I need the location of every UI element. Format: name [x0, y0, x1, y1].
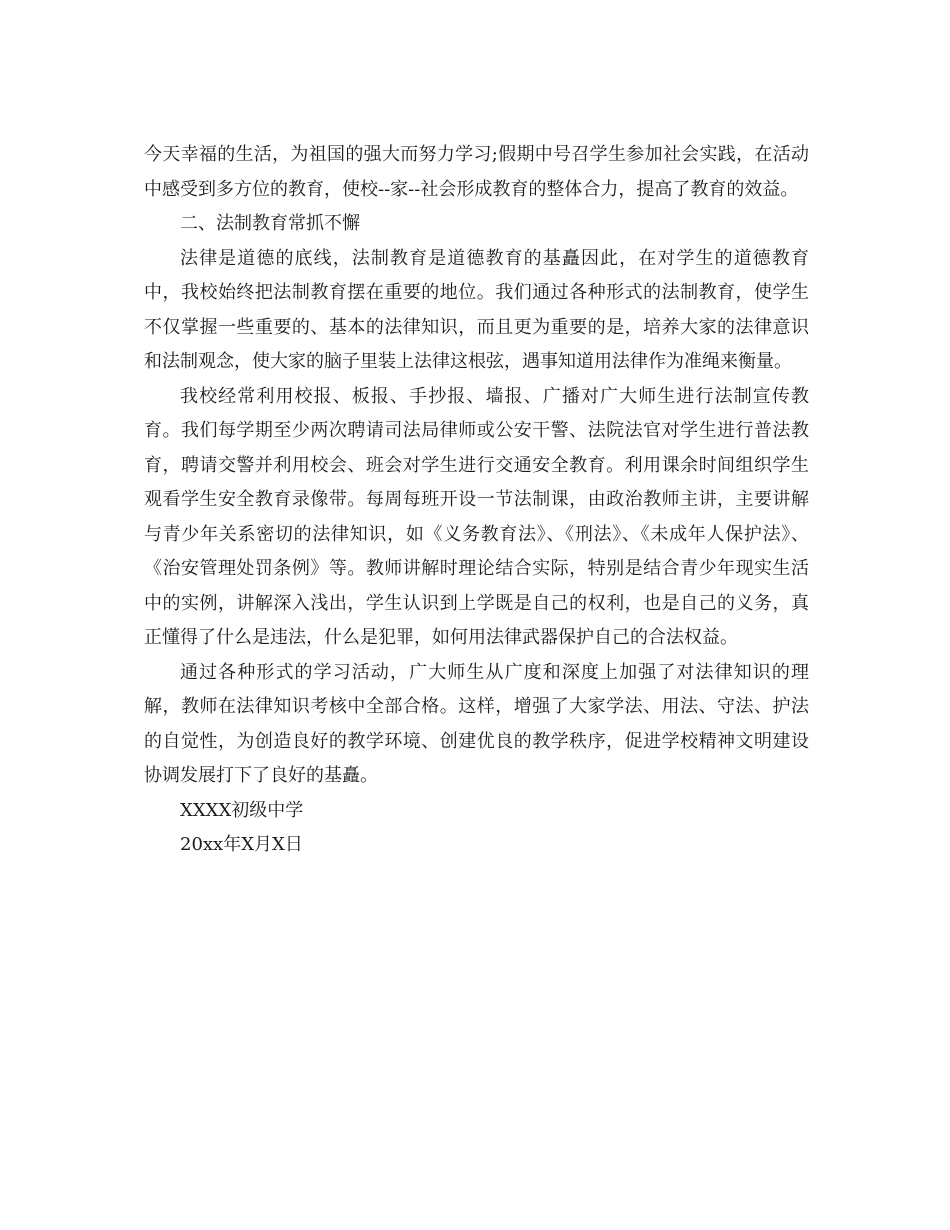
- document-page: [144, 138, 809, 863]
- intro-continuation-paragraph: 今天幸福的生活，为祖国的强大而努力学习;假期中号召学生参加社会实践，在活动中感受到多方位的教育，使校--家--社会形成教育的整体合力，提高了教育的效益。: [144, 144, 809, 200]
- paragraph-legal-baseline: 法律是道德的底线，法制教育是道德教育的基矗因此，在对学生的道德教育中，我校始终把法制教育摆在重要的地位。我们通过各种形式的法制教育，使学生不仅掌握一些重要的、基本的法律知识，而且更为重要的是，培养大家的法律意识和法制观念，使大家的脑子里装上法律这根弦，遇事知道用法律作为准绳来衡量。: [144, 247, 809, 372]
- signature-date: 20xx年X月X日: [180, 834, 303, 855]
- paragraph-legal-publicity: 我校经常利用校报、板报、手抄报、墙报、广播对广大师生进行法制宣传教育。我们每学期至少两次聘请司法局律师或公安干警、法院法官对学生进行普法教育，聘请交警并利用校会、班会对学生进行交通安全教育。利用课余时间组织学生观看学生安全教育录像带。每周每班开设一节法制课，由政治教师主讲，主要讲解与青少年关系密切的法律知识，如《义务教育法》、《刑法》、《未成年人保护法》、《治安管理处罚条例》等。教师讲解时理论结合实际，特别是结合青少年现实生活中的实例，讲解深入浅出，学生认识到上学既是自己的权利，也是自己的义务，真正懂得了什么是违法，什么是犯罪，如何用法律武器保护自己的合法权益。: [144, 385, 809, 648]
- signature-school: XXXX初级中学: [180, 799, 304, 821]
- paragraph-learning-results: 通过各种形式的学习活动，广大师生从广度和深度上加强了对法律知识的理解，教师在法律知识考核中全部合格。这样，增强了大家学法、用法、守法、护法的自觉性，为创造良好的教学环境、创建优良的教学秩序，促进学校精神文明建设协调发展打下了良好的基矗。: [144, 661, 809, 786]
- section-heading: 二、法制教育常抓不懈: [180, 213, 360, 234]
